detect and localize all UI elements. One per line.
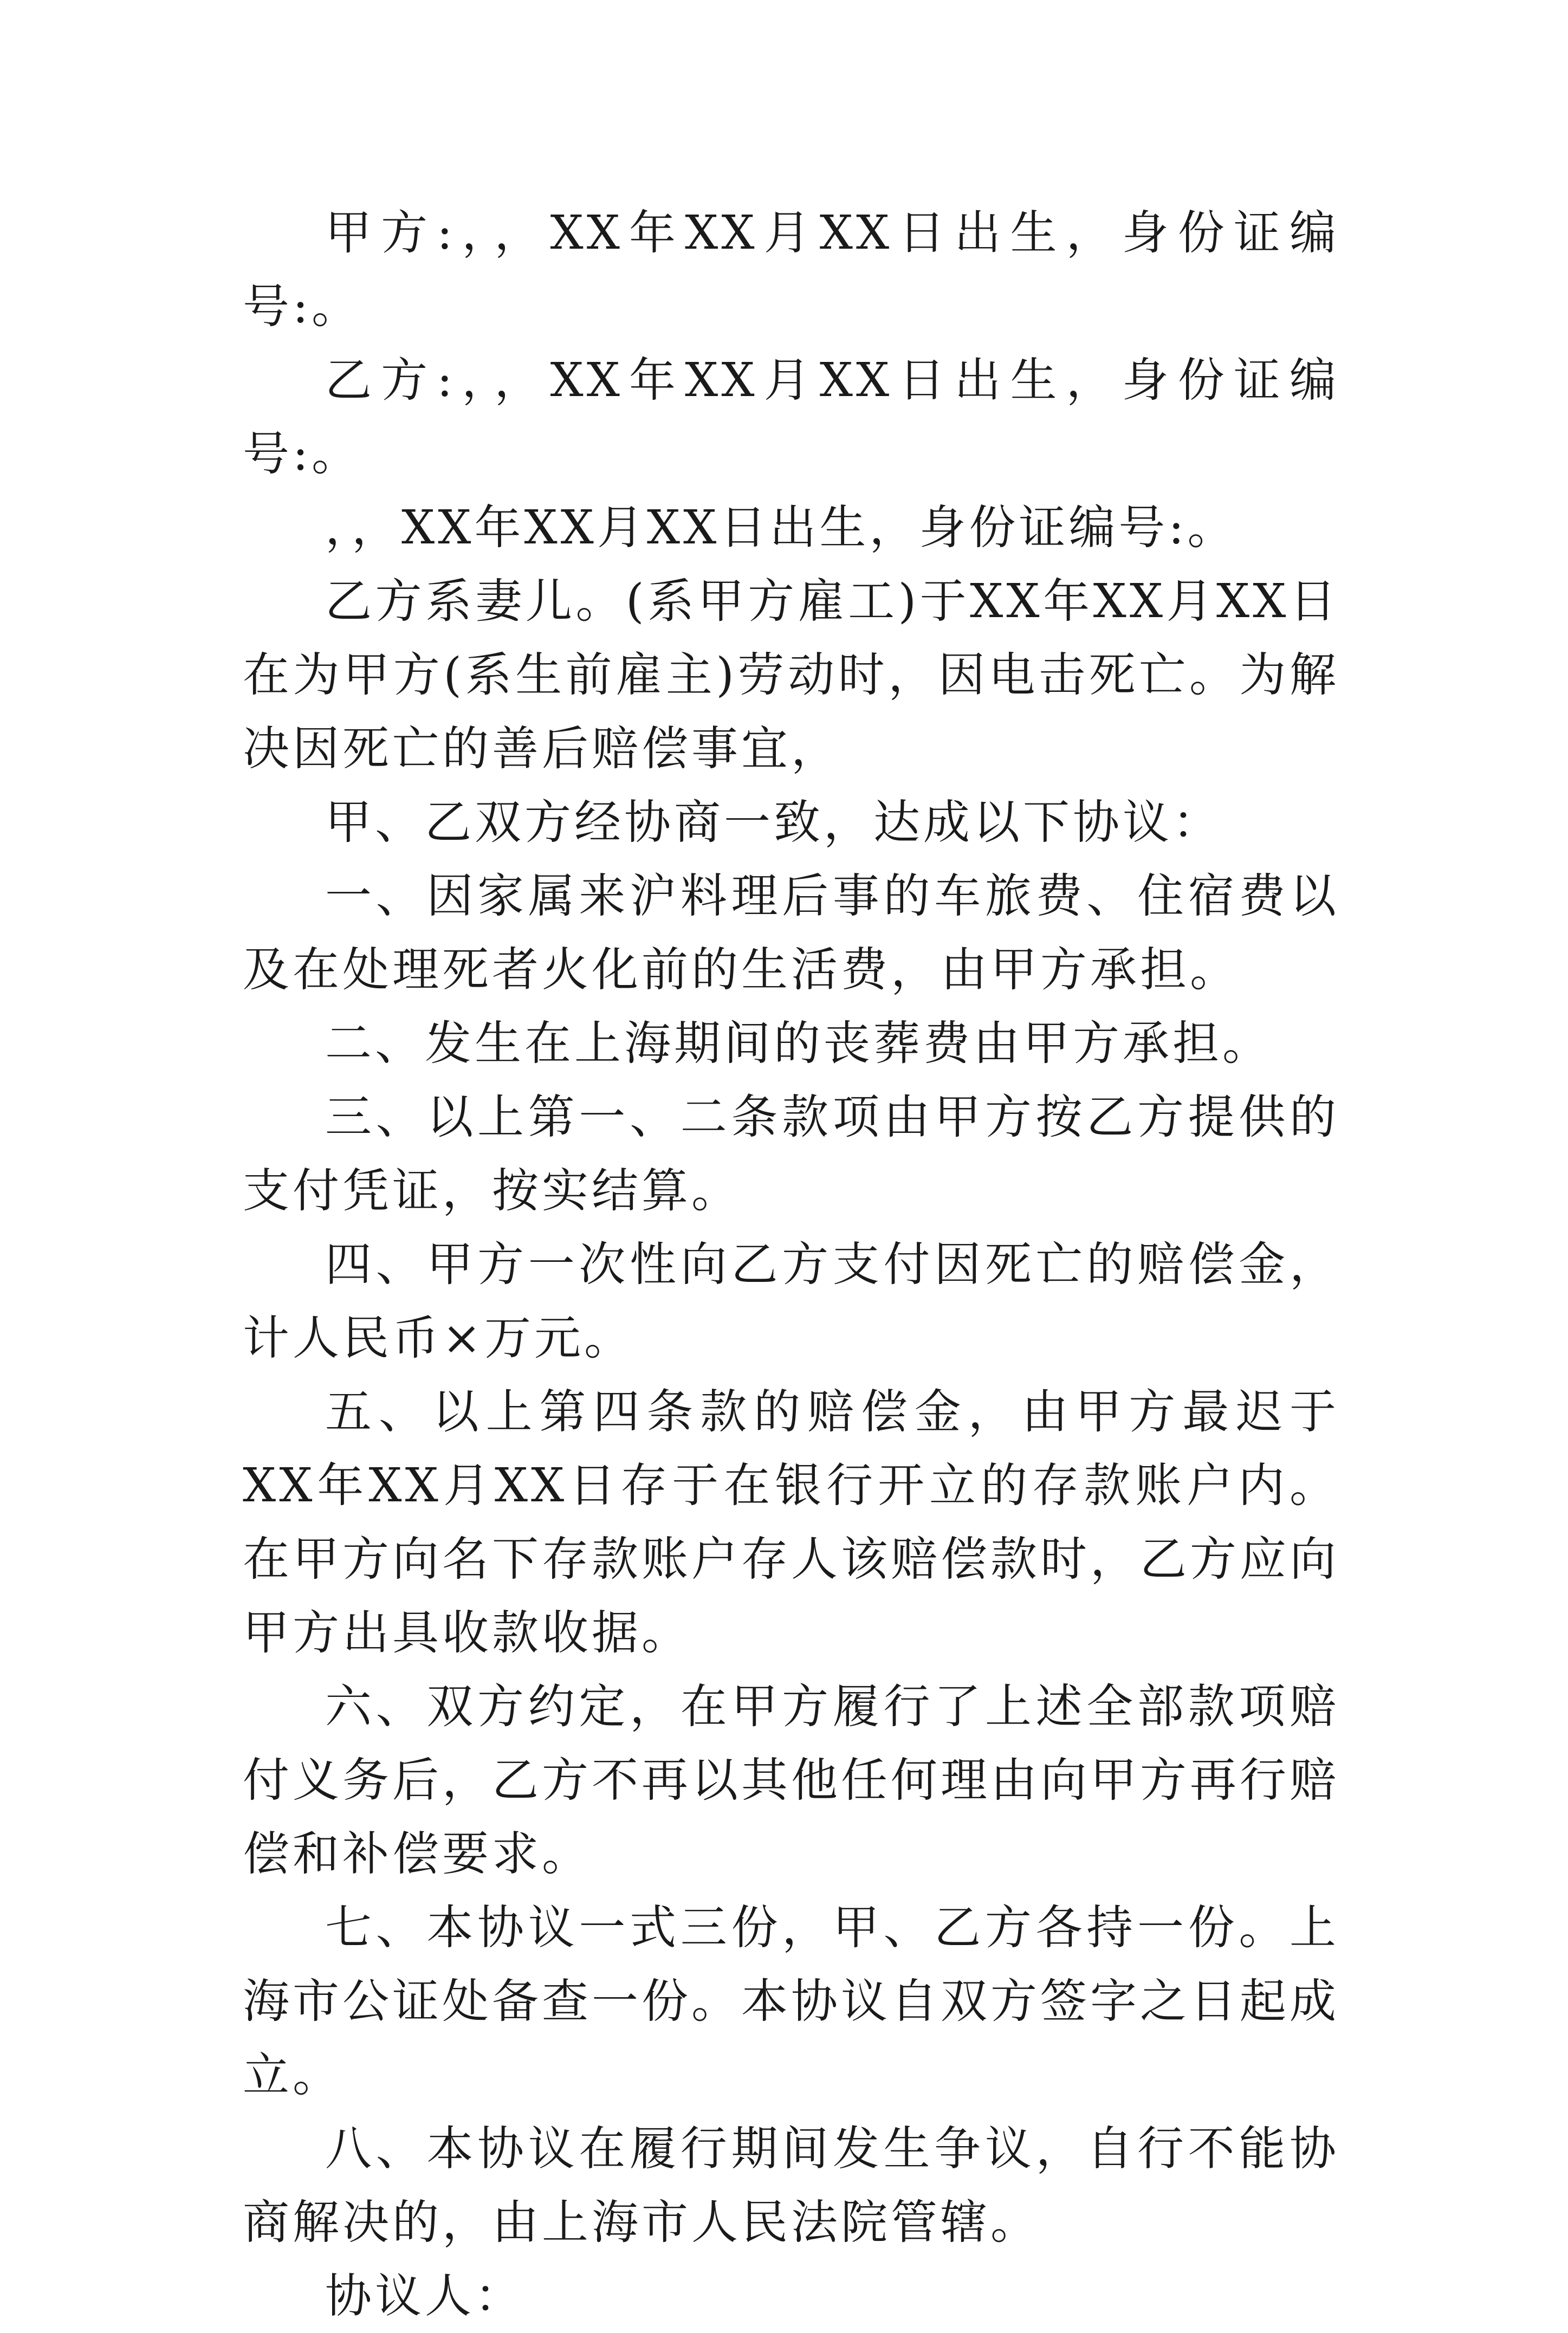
clause-2: 二、发生在上海期间的丧葬费由甲方承担。 [325, 1016, 1272, 1071]
party-b-second-line: ，，XX年XX月XX日出生，身份证编号:。 [325, 501, 1237, 555]
clause-4: 四、甲方一次性向乙方支付因死亡的赔偿金，计人民币×万元。 [243, 1237, 1339, 1365]
agreement-intro: 甲、乙双方经协商一致，达成以下协议： [325, 795, 1222, 850]
party-a-line: 甲方:，，XX年XX月XX日出生，身份证编号:。 [243, 206, 1339, 334]
clause-5: 五、以上第四条款的赔偿金，由甲方最迟于XX年XX月XX日存于在银行开立的存款账户内。在甲方向名下存款账户存人该赔偿款时，乙方应向甲方出具收款收据。 [243, 1385, 1339, 1660]
clause-1: 一、因家属来沪料理后事的车旅费、住宿费以及在处理死者火化前的生活费，由甲方承担。 [243, 869, 1339, 997]
clause-8: 八、本协议在履行期间发生争议，自行不能协商解决的，由上海市人民法院管辖。 [243, 2122, 1339, 2250]
clause-3: 三、以上第一、二条款项由甲方按乙方提供的支付凭证，按实结算。 [243, 1090, 1339, 1218]
agreement-body [243, 196, 1339, 2333]
signatories-label: 协议人： [325, 2269, 524, 2323]
background-paragraph: 乙方系妻儿。(系甲方雇工)于XX年XX月XX日在为甲方(系生前雇主)劳动时，因电击死亡。为解决因死亡的善后赔偿事宜， [243, 574, 1339, 776]
clause-6: 六、双方约定，在甲方履行了上述全部款项赔付义务后，乙方不再以其他任何理由向甲方再行赔偿和补偿要求。 [243, 1680, 1339, 1881]
clause-7: 七、本协议一式三份，甲、乙方各持一份。上海市公证处备查一份。本协议自双方签字之日起成立。 [243, 1901, 1339, 2102]
party-b-line: 乙方:，，XX年XX月XX日出生，身份证编号:。 [243, 353, 1339, 481]
